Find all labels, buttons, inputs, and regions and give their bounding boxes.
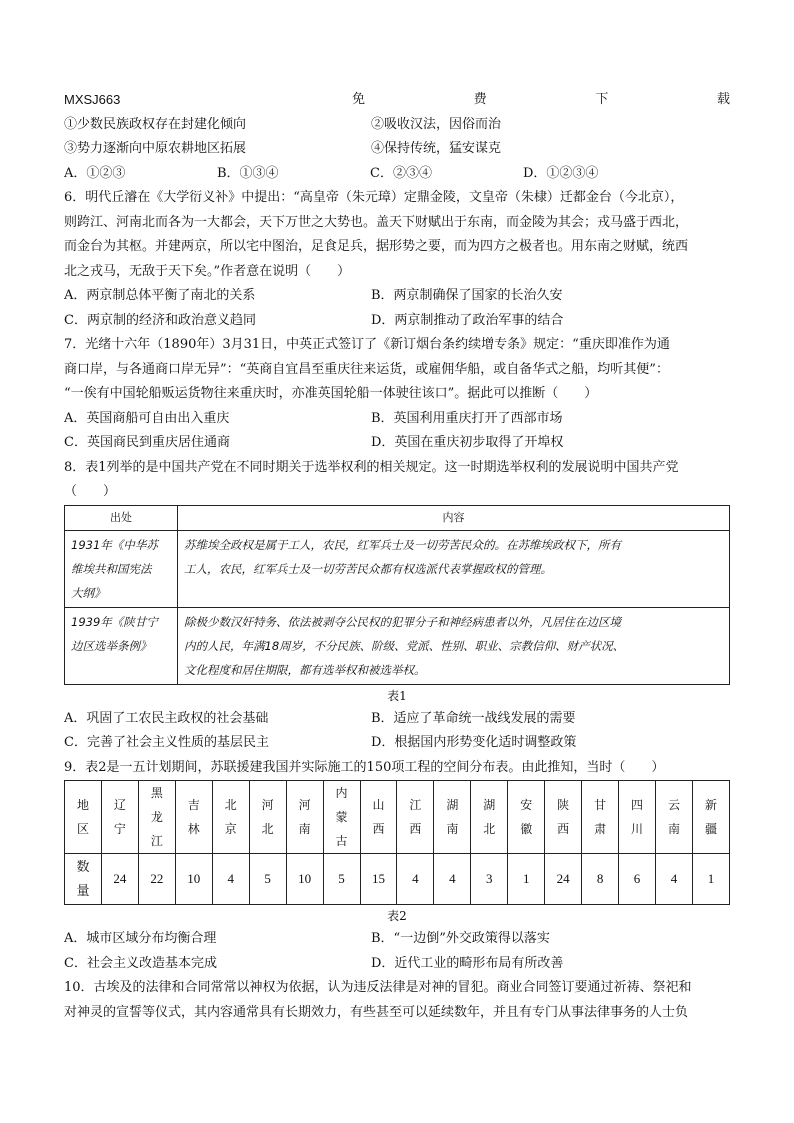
q6-choice-b[interactable]: B．两京制确保了国家的长治久安 [371,288,563,303]
region-name: 江西 [409,798,422,836]
q9-choice-d[interactable]: D．近代工业的畸形布局有所改善 [371,955,564,971]
table-1-header-row [65,505,730,530]
table-1-header-content: 内容 [178,505,730,530]
region-name: 甘肃 [594,798,607,836]
q6-stem-line: 而金台为其枢。并建两京，所以宅中图治，足食足兵，据形势之要，而为四方之极者也。用东南之财赋，统西 [64,239,689,254]
region-name: 内蒙古 [335,786,348,848]
table-2-row-header: 地区 [65,781,102,854]
q8-stem-line: （ ） [64,484,117,499]
region-name: 河北 [261,798,274,836]
table-row [65,607,730,684]
table-2-region-cell [397,781,434,854]
region-name: 北京 [224,798,237,836]
content-line: 文化程度和居住期限，都有选举权和被选举权。 [184,662,426,677]
table-2-count-cell: 4 [434,854,471,905]
region-name: 新疆 [704,798,717,836]
q6-stem-line: 则跨江、河南北而各为一大都会，天下万世之大势也。盖天下财赋出于东南，而金陵为其会；戎马盛于西北， [64,214,689,230]
q7-stem-line: “一俟有中国轮船贩运货物往来重庆时，亦准英国轮船一体驶往该口”。据此可以推断（ ） [64,386,598,401]
region-name: 四川 [631,798,644,836]
region-name: 湖北 [483,798,496,836]
table-2-region-cell [656,781,693,854]
table-2-count-cell: 3 [471,854,508,905]
table-2-count-cell: 10 [286,854,323,905]
page-header [64,88,730,113]
q5-item: ②吸收汉法，因俗而治 [371,116,502,132]
table-1-content-cell [178,607,730,684]
doc-code: MXSJ663 [64,92,121,107]
table-2-count-cell: 1 [692,854,729,905]
q5-items-row-2 [64,137,730,162]
q6-choice-c[interactable]: C．两京制的经济和政治意义趋同 [64,312,256,328]
table-2-region-cell [286,781,323,854]
table-2-count-row [65,854,730,905]
table-1-header-source: 出处 [65,505,178,530]
table-2-count-cell: 22 [138,854,175,905]
source-line: 大纲》 [71,585,106,600]
source-line: 1939年《陕甘宁 [71,614,158,629]
content-line: 苏维埃全政权是属于工人，农民，红军兵士及一切劳苦民众的。在苏维埃政权下，所有 [184,537,621,552]
region-name: 云南 [667,798,680,836]
q8-choices-row-2 [64,731,730,756]
table-2-region-cell [471,781,508,854]
watermark-free-download [134,88,730,113]
q6-stem-line: 北之戎马，无敌于天下矣。”作者意在说明（ ） [64,263,351,279]
table-2-count-cell: 4 [397,854,434,905]
region-name: 安徽 [520,798,533,836]
q8-choice-c[interactable]: C．完善了社会主义性质的基层民主 [64,735,269,750]
q5-item: ④保持传统，猛安谋克 [371,141,502,156]
q10-stem-line: 10．古埃及的法律和合同常常以神权为依据，认为违反法律是对神的冒犯。商业合同签订要通过祈祷、祭祀和 [64,980,692,995]
region-name: 河南 [298,798,311,836]
source-line: 1931年《中华苏 [71,537,158,552]
table-2-region-cell [508,781,545,854]
table-2-region-cell [582,781,619,854]
region-name: 湖南 [446,798,459,836]
q7-choices-row-1 [64,407,730,432]
q9-choice-a[interactable]: A．城市区域分布均衡合理 [64,931,217,946]
q8-choice-a[interactable]: A．巩固了工农民主政权的社会基础 [64,710,269,726]
q5-choice-b[interactable]: B．①③④ [217,165,279,181]
q6-stem-line: 6．明代丘濬在《大学衍义补》中提出：“高皇帝（朱元璋）定鼎金陵，文皇帝（朱棣）迁都金台（今北京）， [64,190,684,205]
q5-item: ③势力逐渐向中原农耕地区拓展 [64,141,247,156]
table-2-region-cell [138,781,175,854]
header-char: 下 [595,92,609,107]
q8-choices-row-1 [64,707,730,732]
q7-choices-row-2 [64,431,730,456]
table-2-count-cell: 1 [508,854,545,905]
q8-stem-line: 8．表1列举的是中国共产党在不同时期关于选举权利的相关规定。这一时期选举权利的发展说明中国共产党 [64,459,679,475]
q9-choice-b[interactable]: B．“一边倒”外交政策得以落实 [371,931,550,946]
header-char: 免 [352,92,366,107]
region-name: 山西 [372,798,385,836]
region-name: 辽宁 [113,798,126,836]
table-2-region-cell [175,781,212,854]
q6-choice-a[interactable]: A．两京制总体平衡了南北的关系 [64,288,256,303]
content-line: 工人，农民，红军兵士及一切劳苦民众都有权选派代表掌握政权的管理。 [184,561,552,576]
q7-stem-line: 商口岸，与各通商口岸无异”：“英商自宜昌至重庆往来运货，或雇佣华船，或自备华式之船，均听其便”： [64,361,669,377]
table-2-count-cell: 5 [249,854,286,905]
table-2-region-cell [249,781,286,854]
table-1 [64,505,730,685]
table-1-source-cell [65,607,178,684]
q8-choice-d[interactable]: D．根据国内形势变化适时调整政策 [371,735,577,750]
table-2-count-cell: 8 [582,854,619,905]
q9-choices-row-2 [64,952,730,977]
q9-choice-c[interactable]: C．社会主义改造基本完成 [64,955,217,971]
q6-choices-row-2 [64,309,730,334]
q8-choice-b[interactable]: B．适应了革命统一战线发展的需要 [371,710,576,726]
content-line: 内的人民，年满18周岁，不分民族、阶级、党派、性别、职业、宗教信仰、财产状况、 [184,638,625,653]
exam-page [64,88,730,1025]
table-2-region-cell [323,781,360,854]
region-name: 黑龙江 [150,786,163,848]
table-2-count-cell: 10 [175,854,212,905]
region-name: 陕西 [557,798,570,836]
table-1-source-cell [65,530,178,607]
table-2-region-row [65,781,730,854]
table-2-count-cell: 5 [323,854,360,905]
table-row [65,530,730,607]
table-2-region-cell [545,781,582,854]
table-2-caption: 表2 [387,909,407,923]
q9-stem-line: 9．表2是一五计划期间，苏联援建我国并实际施工的150项工程的空间分布表。由此推知，当时（ ） [64,759,665,775]
header-char: 载 [716,92,730,107]
table-1-caption: 表1 [387,688,407,703]
header-char: 费 [473,92,487,107]
table-2-count-cell: 4 [656,854,693,905]
table-2-count-cell: 15 [360,854,397,905]
q7-choice-b[interactable]: B．英国利用重庆打开了西部市场 [371,410,563,426]
content-line: 除极少数汉奸特务、依法被剥夺公民权的犯罪分子和神经病患者以外，凡居住在边区境 [184,614,621,629]
source-line: 边区选举条例》 [71,638,152,653]
table-2 [64,780,730,905]
q5-choice-a[interactable]: A．①②③ [64,165,126,181]
q7-choice-c[interactable]: C．英国商民到重庆居住通商 [64,435,230,450]
table-2-region-cell [101,781,138,854]
table-2-region-cell [360,781,397,854]
q7-choice-d[interactable]: D．英国在重庆初步取得了开埠权 [371,435,564,450]
region-name: 吉林 [187,798,200,836]
q9-choices-row-1 [64,927,730,952]
q5-item: ①少数民族政权存在封建化倾向 [64,116,247,132]
q5-items-row-1 [64,113,730,138]
q6-choice-d[interactable]: D．两京制推动了政治军事的结合 [371,312,564,328]
table-2-count-cell: 24 [101,854,138,905]
table-2-region-cell [212,781,249,854]
q5-choice-d[interactable]: D．①②③④ [523,165,599,181]
table-2-count-cell: 4 [212,854,249,905]
table-2-count-cell: 6 [619,854,656,905]
table-2-region-cell [619,781,656,854]
table-2-region-cell [692,781,729,854]
table-2-row-header: 数量 [65,854,102,905]
q7-stem-line: 7．光绪十六年（1890年）3月31日，中英正式签订了《新订烟台条约续增专条》规定：“重庆即准作为通 [64,337,670,352]
q6-choices-row-1 [64,284,730,309]
q5-choices [64,162,730,187]
table-1-content-cell [178,530,730,607]
q10-stem-line: 对神灵的宣誓等仪式，其内容通常具有长期效力，有些甚至可以延续数年，并且有专门从事法律事务的人士负 [64,1004,689,1020]
source-line: 维埃共和国宪法 [71,561,152,576]
table-2-count-cell: 24 [545,854,582,905]
q7-choice-a[interactable]: A．英国商船可自由出入重庆 [64,410,230,426]
q5-choice-c[interactable]: C．②③④ [370,165,432,181]
table-2-region-cell [434,781,471,854]
